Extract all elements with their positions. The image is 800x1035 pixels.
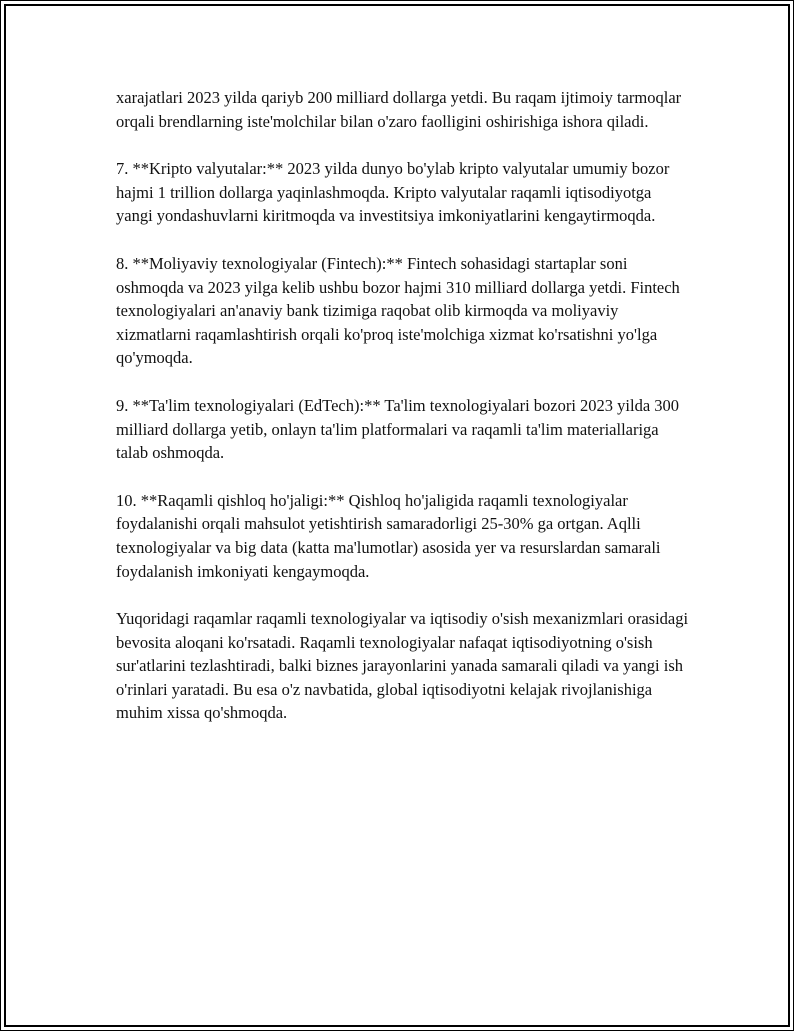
- paragraph-social-media-spending: xarajatlari 2023 yilda qariyb 200 milliard dollarga yetdi. Bu raqam ijtimoiy tarmoqlar orqali brendlarning iste'molchilar bilan o'zaro faolligini oshirishiga ishora qiladi.: [116, 88, 682, 131]
- document-body: [116, 86, 691, 725]
- paragraph-fintech: 8. **Moliyaviy texnologiyalar (Fintech):** Fintech sohasidagi startaplar soni oshmoqda va 2023 yilga kelib ushbu bozor hajmi 310 milliard dollarga yetdi. Fintech texnologiyalari an'anaviy bank tizimiga raqobat olib kirmoqda va moliyaviy xizmatlarni raqamlashtirish orqali ko'proq iste'molchiga xizmat ko'rsatishni yo'lga qo'ymoqda.: [116, 253, 680, 368]
- paragraph-conclusion: Yuqoridagi raqamlar raqamli texnologiyalar va iqtisodiy o'sish mexanizmlari orasidagi bevosita aloqani ko'rsatadi. Raqamli texnologiyalar nafaqat iqtisodiyotning o'sish sur'atlarini tezlashtiradi, balki biznes jarayonlarini yanada samarali qiladi va yangi ish o'rinlari yaratadi. Bu esa o'z navbatida, global iqtisodiyotni kelajak rivojlanishiga muhim xissa qo'shmoqda.: [116, 609, 689, 723]
- paragraph-crypto-currencies: 7. **Kripto valyutalar:** 2023 yilda dunyo bo'ylab kripto valyutalar umumiy bozor hajmi 1 trillion dollarga yaqinlashmoqda. Kripto valyutalar raqamli iqtisodiyotga yangi yondashuvlarni kiritmoqda va investitsiya imkoniyatlarini kengaytirmoqda.: [116, 159, 670, 226]
- paragraph-edtech: 9. **Ta'lim texnologiyalari (EdTech):** Ta'lim texnologiyalari bozori 2023 yilda 300 milliard dollarga yetib, onlayn ta'lim platformalari va raqamli ta'lim materiallariga talab oshmoqda.: [116, 395, 680, 463]
- paragraph-digital-agriculture: 10. **Raqamli qishloq ho'jaligi:** Qishloq ho'jaligida raqamli texnologiyalar foydalanishi orqali mahsulot yetishtirish samaradorligi 25-30% ga ortgan. Aqlli texnologiyalar va big data (katta ma'lumotlar) asosida yer va resurslardan samarali foydalanish imkoniyati kengaymoqda.: [116, 490, 661, 581]
